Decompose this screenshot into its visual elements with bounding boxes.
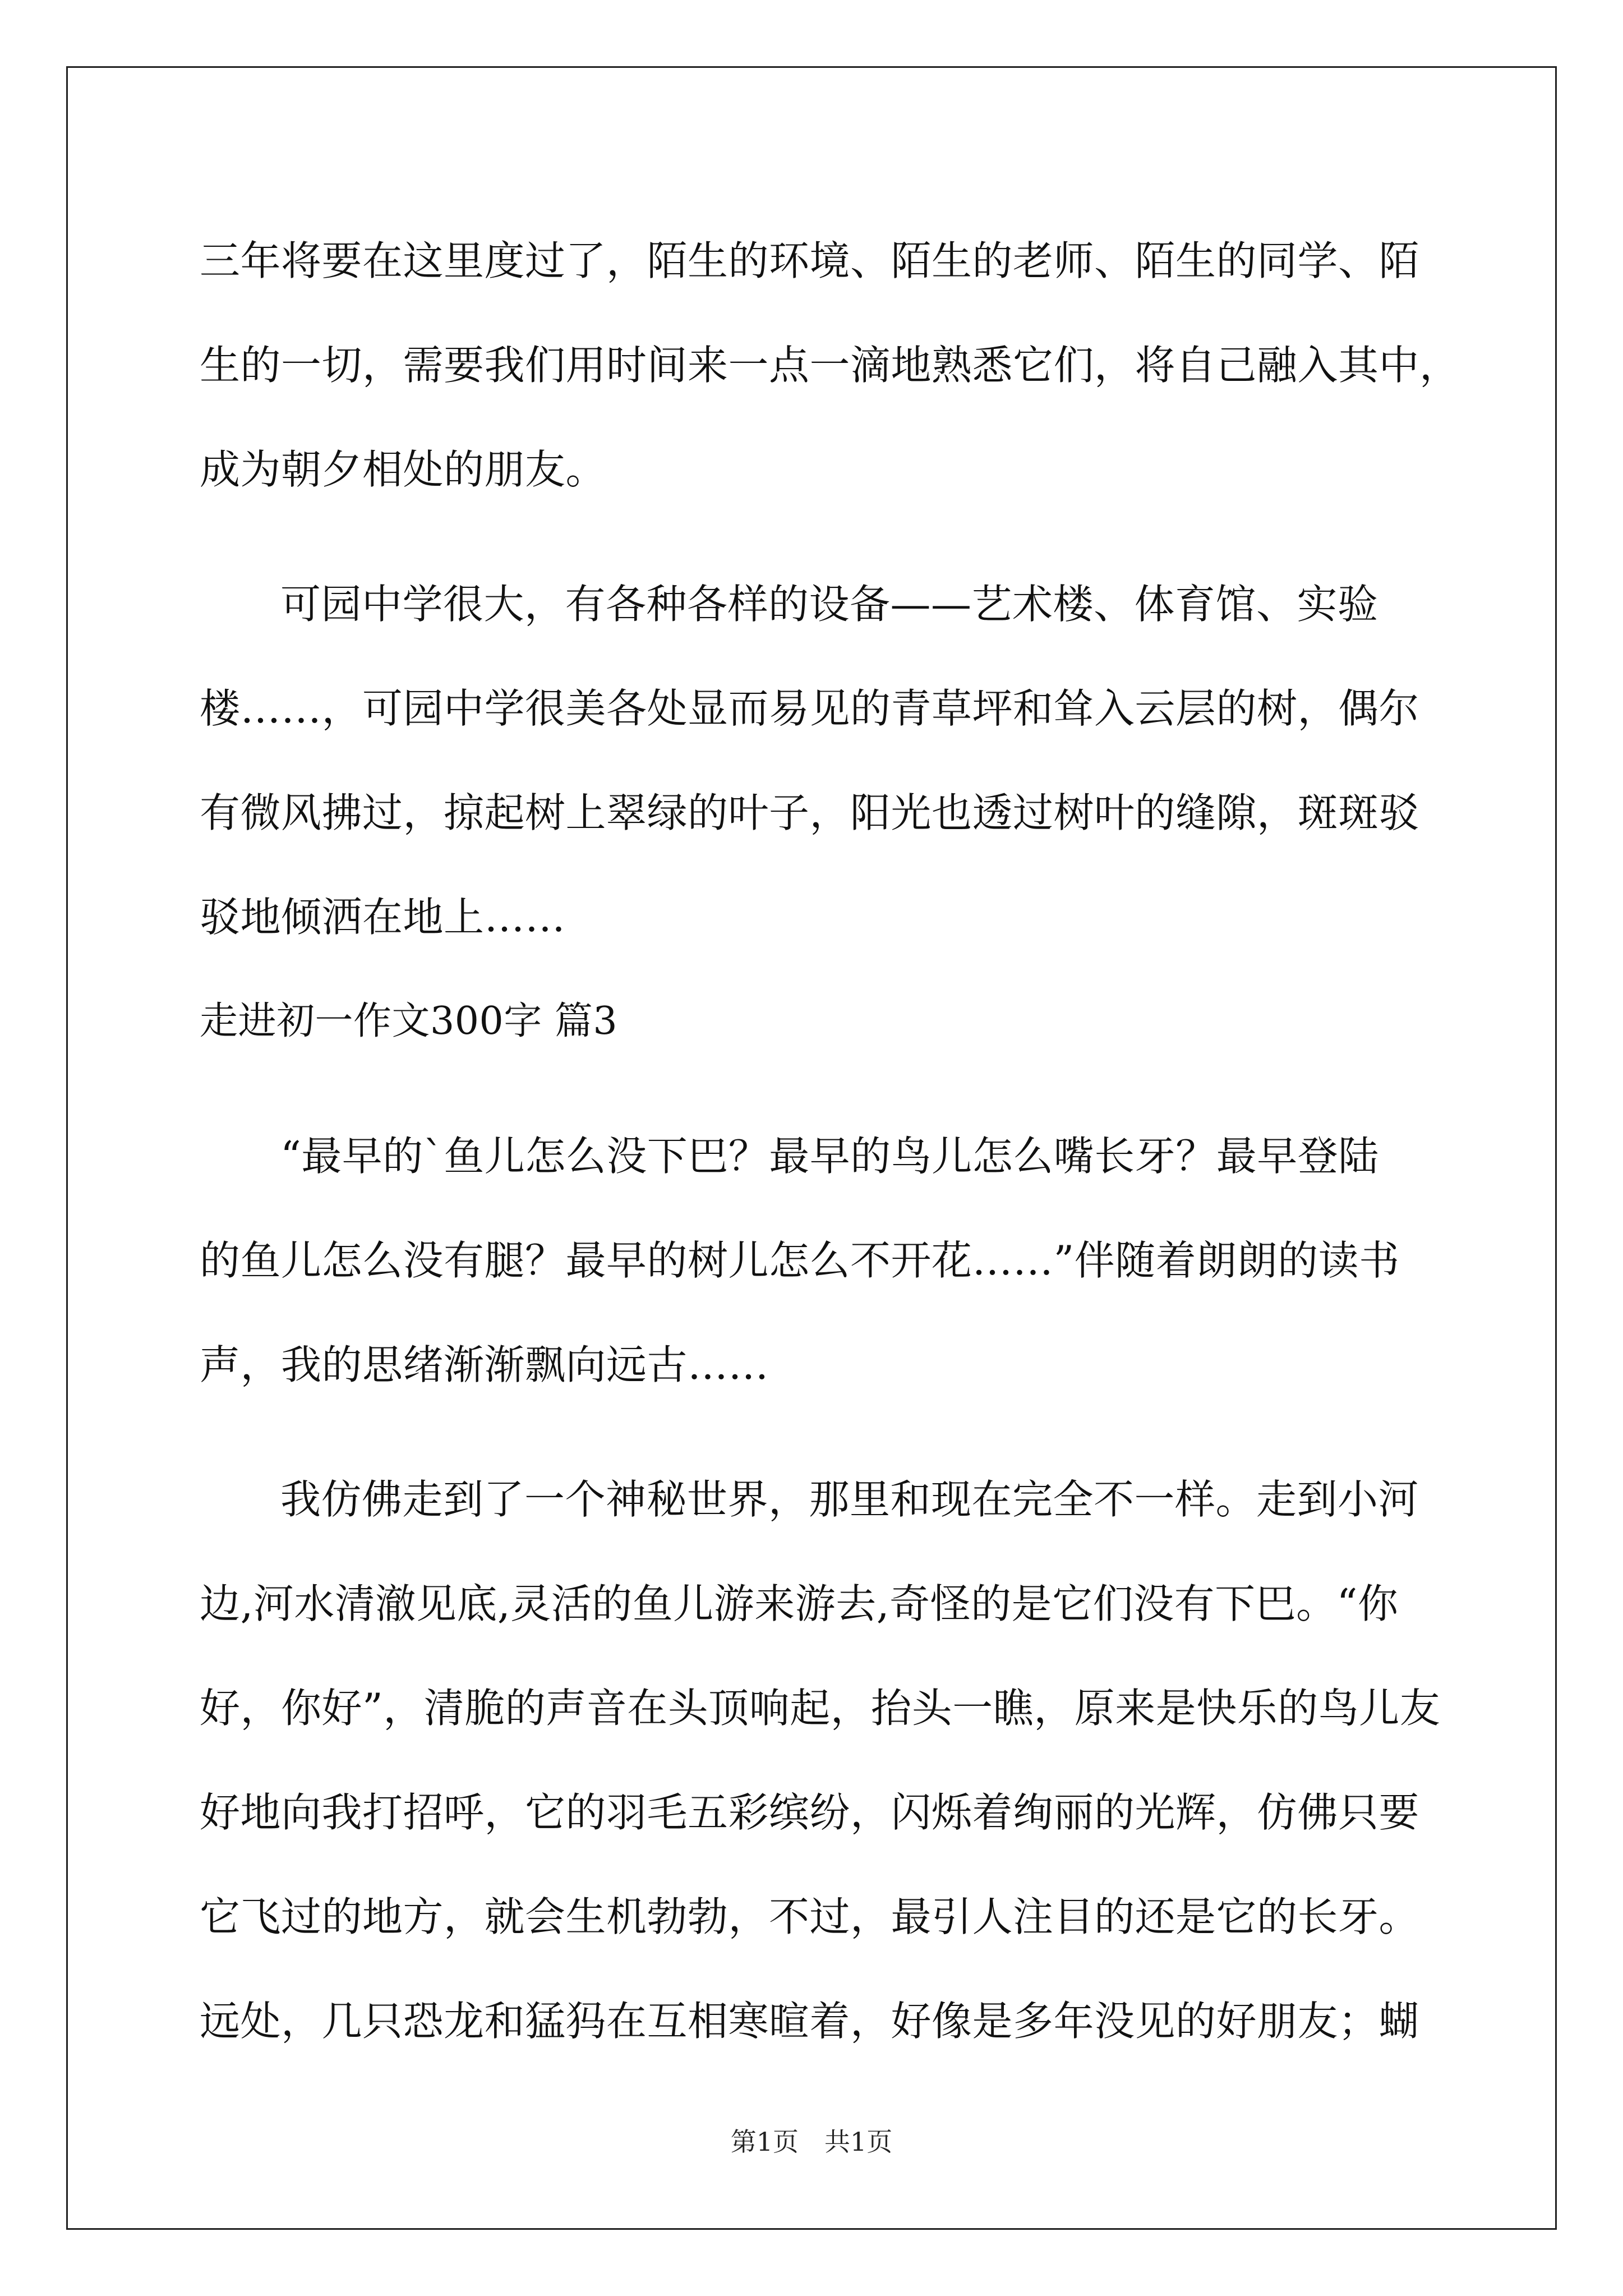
text-line: 远处，几只恐龙和猛犸在互相寒暄着，好像是多年没见的好朋友；蝴 [200, 1998, 1420, 2045]
text-line: 的鱼儿怎么没有腿？最早的树儿怎么不开花……”伴随着朗朗的读书 [200, 1237, 1400, 1284]
text-line: 它飞过的地方，就会生机勃勃，不过，最引人注目的还是它的长牙。 [200, 1893, 1420, 1940]
text-line: 楼……，可园中学很美各处显而易见的青草坪和耸入云层的树，偶尔 [200, 685, 1420, 732]
text-line: 可园中学很大，有各种各样的设备——艺术楼、体育馆、实验 [280, 581, 1378, 628]
section-heading-block [200, 969, 1440, 1074]
paragraph [200, 1104, 1440, 1417]
paragraph [200, 552, 1440, 969]
paragraph [200, 209, 1460, 522]
text-line: 好地向我打招呼，它的羽毛五彩缤纷，闪烁着绚丽的光辉，仿佛只要 [200, 1789, 1420, 1836]
text-line: 好，你好”，清脆的声音在头顶响起，抬头一瞧，原来是快乐的鸟儿友 [200, 1685, 1441, 1732]
text-line: 三年将要在这里度过了，陌生的环境、陌生的老师、陌生的同学、陌 [200, 237, 1420, 284]
text-line: 边,河水清澈见底,灵活的鱼儿游来游去,奇怪的是它们没有下巴。“你 [200, 1580, 1399, 1627]
paragraph [200, 1447, 1440, 2073]
document-body [200, 209, 1460, 2073]
page-footer: 第1页 共1页 [730, 2127, 893, 2157]
text-line: 声，我的思绪渐渐飘向远古…… [200, 1341, 769, 1388]
text-line: “最早的`鱼儿怎么没下巴？最早的鸟儿怎么嘴长牙？最早登陆 [280, 1133, 1379, 1180]
section-heading: 走进初一作文300字 篇3 [200, 999, 618, 1043]
text-line: 生的一切，需要我们用时间来一点一滴地熟悉它们，将自己融入其中， [200, 342, 1460, 389]
text-line: 驳地倾洒在地上…… [200, 894, 566, 941]
text-line: 有微风拂过，掠起树上翠绿的叶子，阳光也透过树叶的缝隙，斑斑驳 [200, 789, 1420, 836]
text-line: 成为朝夕相处的朋友。 [200, 446, 607, 493]
text-line: 我仿佛走到了一个神秘世界，那里和现在完全不一样。走到小河 [280, 1476, 1419, 1523]
